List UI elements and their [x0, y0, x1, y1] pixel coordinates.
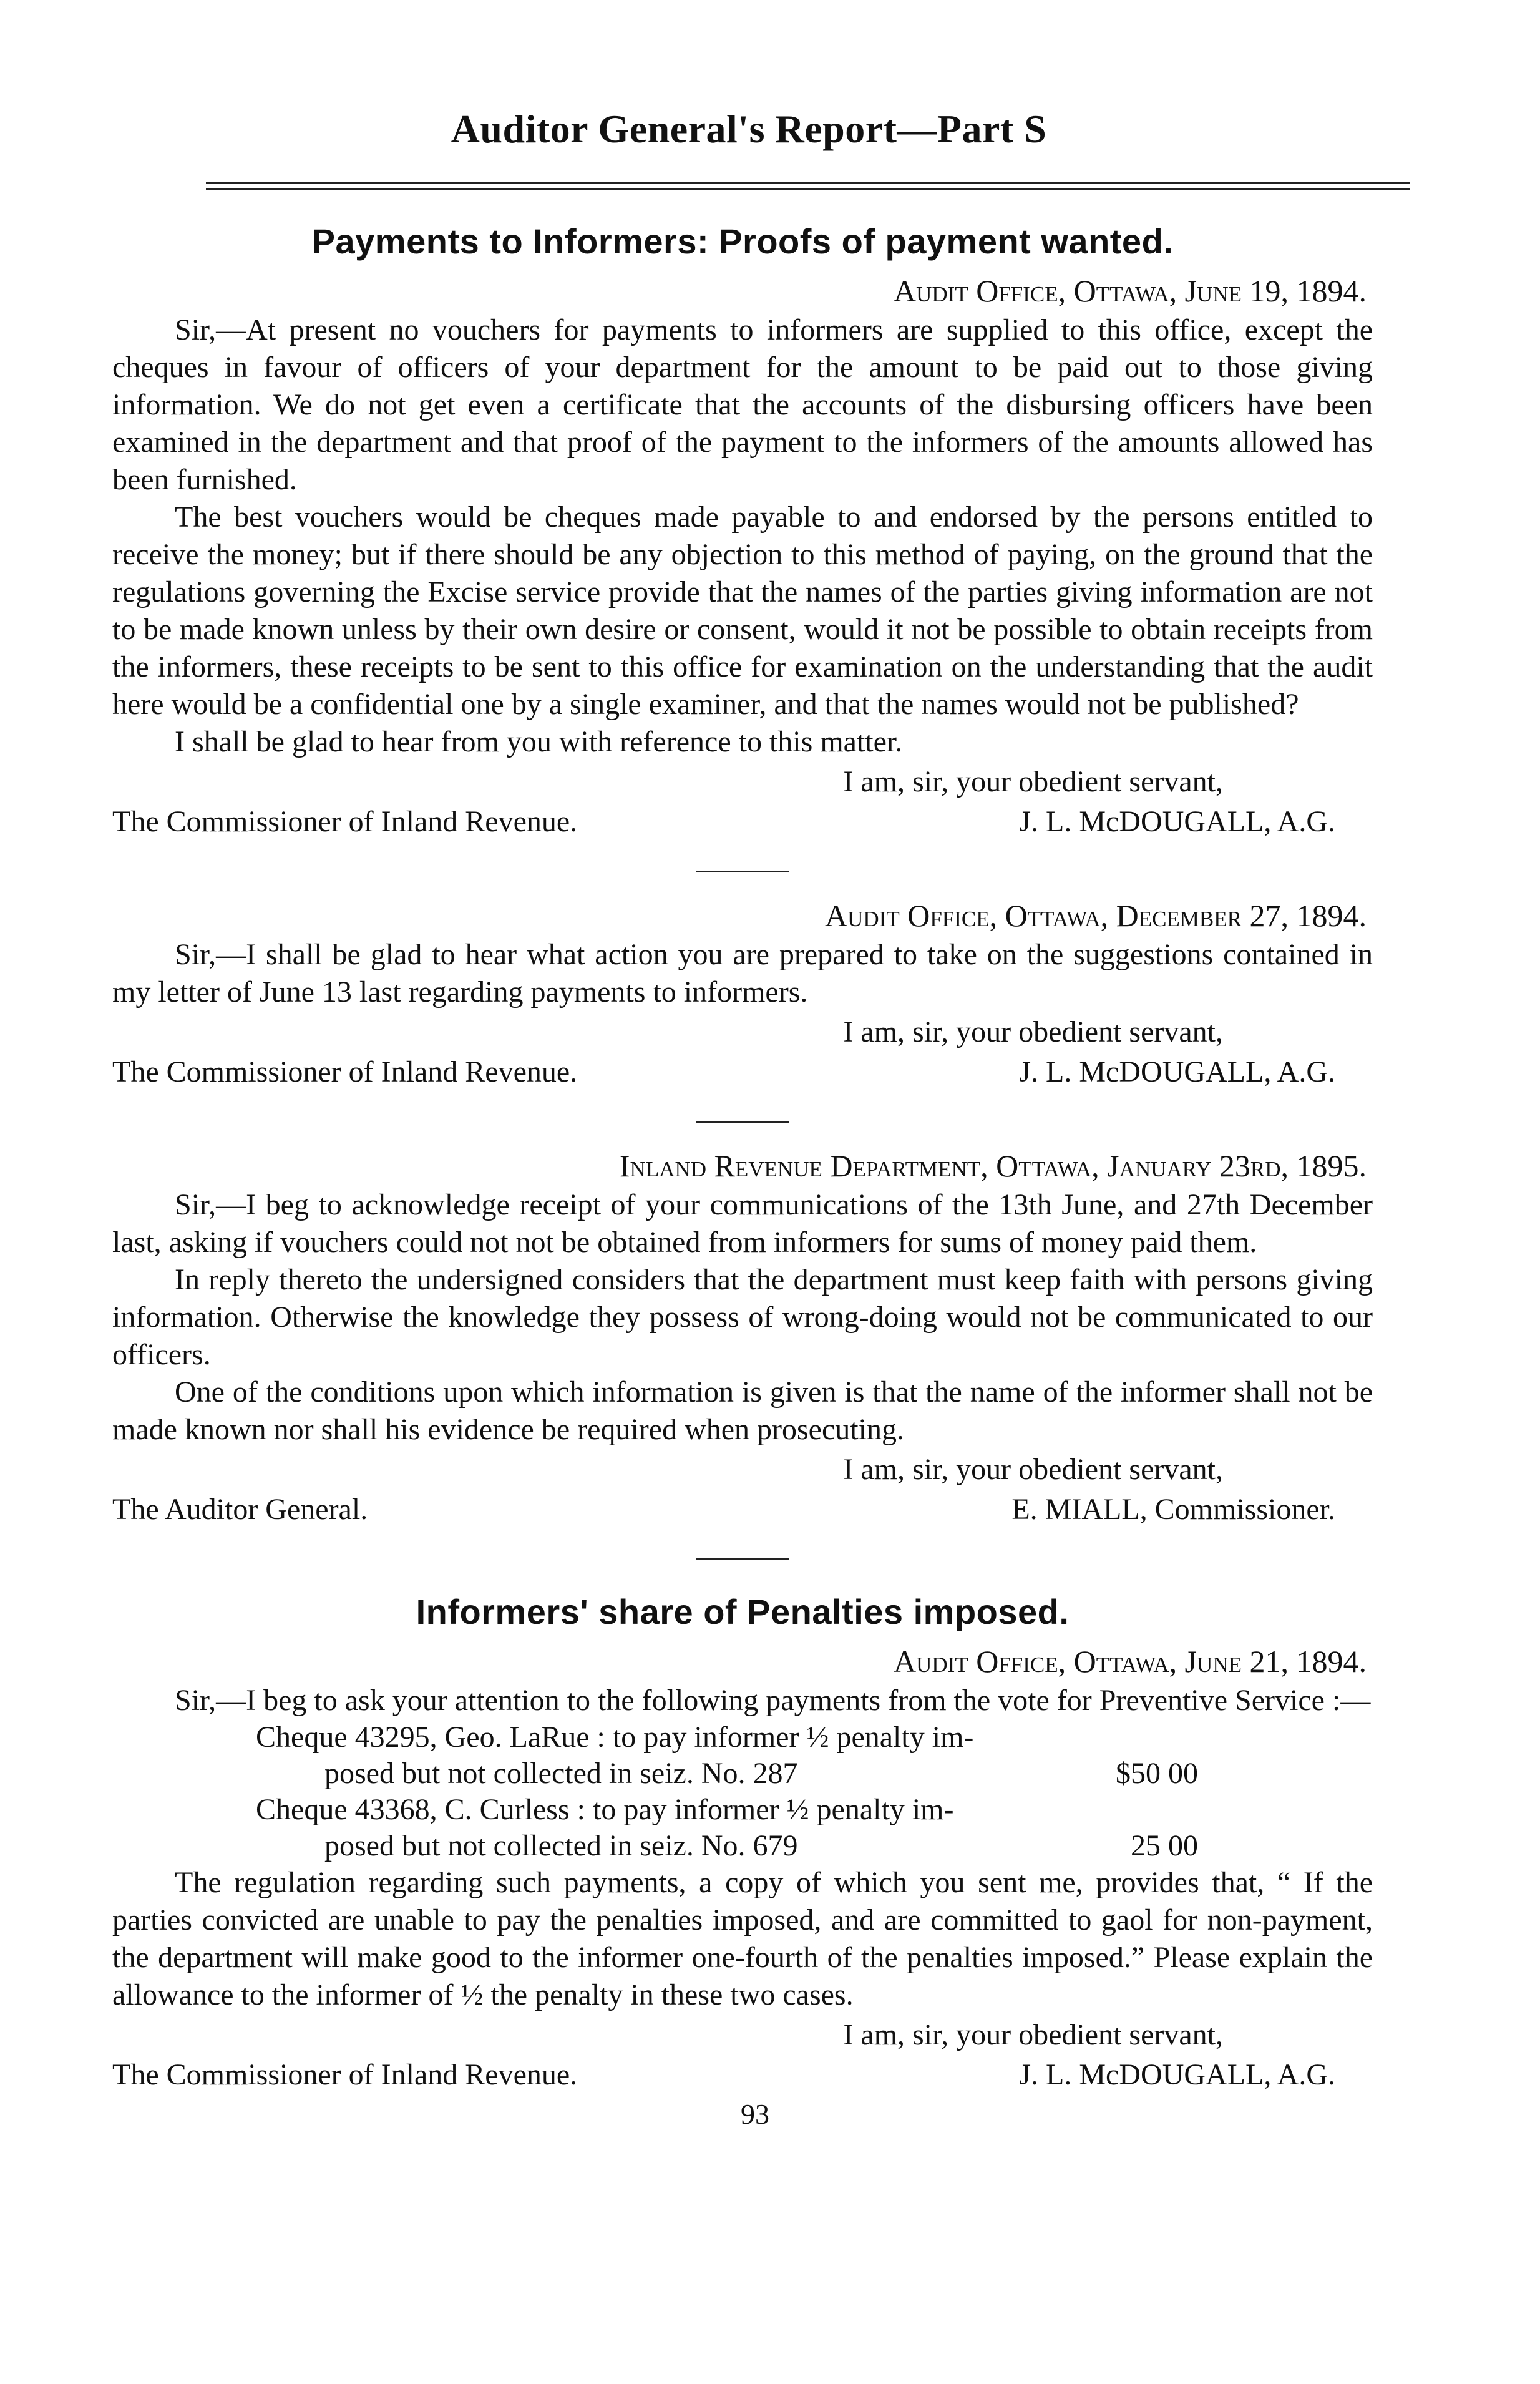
- letter-june-19: [112, 273, 1373, 841]
- separator-rule: [696, 871, 789, 872]
- section-heading-penalties: Informers' share of Penalties imposed.: [416, 1592, 1070, 1631]
- cheque-entry: [256, 1792, 1373, 1864]
- letter-paragraph: Sir,—I beg to acknowledge receipt of your communications of the 13th June, and 27th December last, asking if vouchers could not not be obtained from informers for sums of money paid them.: [112, 1188, 1373, 1259]
- letter-jan-23: [112, 1148, 1373, 1528]
- cheque-amount: 25 00: [1131, 1829, 1198, 1862]
- cheque-description: posed but not collected in seiz. No. 679: [324, 1829, 798, 1862]
- cheque-line: Cheque 43295, Geo. LaRue : to pay informer ½ penalty im-: [256, 1721, 974, 1754]
- signature: J. L. McDOUGALL, A.G.: [1019, 2058, 1335, 2091]
- closing-line: I am, sir, your obedient servant,: [843, 1015, 1223, 1048]
- signature-row: [112, 1053, 1373, 1091]
- letter-paragraph: The regulation regarding such payments, a copy of which you sent me, provides that, “ If the parties convicted are unable to pay the penalties imposed, and are committed to gaol for non-payment, the department will make good to the informer one-fourth of the penalties imposed.” Please explain the allowance to the informer of ½ the penalty in these two cases.: [112, 1866, 1373, 2011]
- running-title: Auditor General's Report—Part S: [451, 107, 1047, 151]
- signature-row: [112, 1491, 1373, 1528]
- letter-paragraph: Sir,—I shall be glad to hear what action you are prepared to take on the suggestions contained in my letter of June 13 last regarding payments to informers.: [112, 938, 1373, 1009]
- document-page: [112, 106, 1373, 2131]
- letter-paragraph: One of the conditions upon which information is given is that the name of the informer shall not be made known nor shall his evidence be required when prosecuting.: [112, 1375, 1373, 1446]
- letter-dec-27: [112, 897, 1373, 1091]
- letter-paragraph: Sir,—I beg to ask your attention to the following payments from the vote for Preventive Service :—: [175, 1684, 1371, 1717]
- cheque-line: Cheque 43368, C. Curless : to pay informer ½ penalty im-: [256, 1793, 954, 1826]
- addressee: The Commissioner of Inland Revenue.: [112, 1055, 578, 1088]
- page-number: 93: [741, 2098, 769, 2130]
- signature-row: [112, 2056, 1373, 2094]
- signature: J. L. McDOUGALL, A.G.: [1019, 805, 1335, 838]
- cheque-continuation: [324, 1756, 1373, 1792]
- dateline: Inland Revenue Department, Ottawa, January 23rd, 1895.: [619, 1148, 1367, 1183]
- signature: J. L. McDOUGALL, A.G.: [1019, 1055, 1335, 1088]
- closing-line: I am, sir, your obedient servant,: [843, 1453, 1223, 1486]
- section-heading-proofs: Payments to Informers: Proofs of payment wanted.: [311, 222, 1174, 261]
- addressee: The Commissioner of Inland Revenue.: [112, 805, 578, 838]
- addressee: The Auditor General.: [112, 1493, 368, 1526]
- cheque-entry: [256, 1719, 1373, 1792]
- letter-paragraph: The best vouchers would be cheques made payable to and endorsed by the persons entitled to receive the money; but if there should be any objection to this method of paying, on the ground that the regulations governing the Excise service provide that the names of the parties giving information are not to be made known unless by their own desire or consent, would it not be possible to obtain receipts from the informers, these receipts to be sent to this office for examination on the understanding that the audit here would be a confidential one by a single examiner, and that the names would not be published?: [112, 501, 1373, 721]
- cheque-continuation: [324, 1828, 1373, 1864]
- letter-paragraph: I shall be glad to hear from you with reference to this matter.: [175, 725, 903, 758]
- dateline: Audit Office, Ottawa, June 21, 1894.: [894, 1644, 1367, 1679]
- dateline: Audit Office, Ottawa, June 19, 1894.: [894, 273, 1367, 308]
- double-rule: [206, 182, 1410, 190]
- cheque-amount: $50 00: [1116, 1757, 1198, 1790]
- signature-row: [112, 803, 1373, 841]
- separator-rule: [696, 1121, 789, 1123]
- separator-rule: [696, 1558, 789, 1560]
- letter-paragraph: In reply thereto the undersigned considers that the department must keep faith with persons giving information. Otherwise the knowledge they possess of wrong-doing would not be communicated to our officers.: [112, 1263, 1373, 1371]
- signature: E. MIALL, Commissioner.: [1011, 1493, 1335, 1526]
- dateline: Audit Office, Ottawa, December 27, 1894.: [825, 898, 1367, 933]
- addressee: The Commissioner of Inland Revenue.: [112, 2058, 578, 2091]
- closing-line: I am, sir, your obedient servant,: [843, 2018, 1223, 2051]
- cheque-description: posed but not collected in seiz. No. 287: [324, 1757, 798, 1790]
- letter-june-21: [112, 1643, 1373, 2094]
- letter-paragraph: Sir,—At present no vouchers for payments to informers are supplied to this office, except the cheques in favour of officers of your department for the amount to be paid out to those giving information. We do not get even a certificate that the accounts of the disbursing officers have been examined in the department and that proof of the payment to the informers of the amounts allowed has been furnished.: [112, 313, 1373, 496]
- closing-line: I am, sir, your obedient servant,: [843, 765, 1223, 798]
